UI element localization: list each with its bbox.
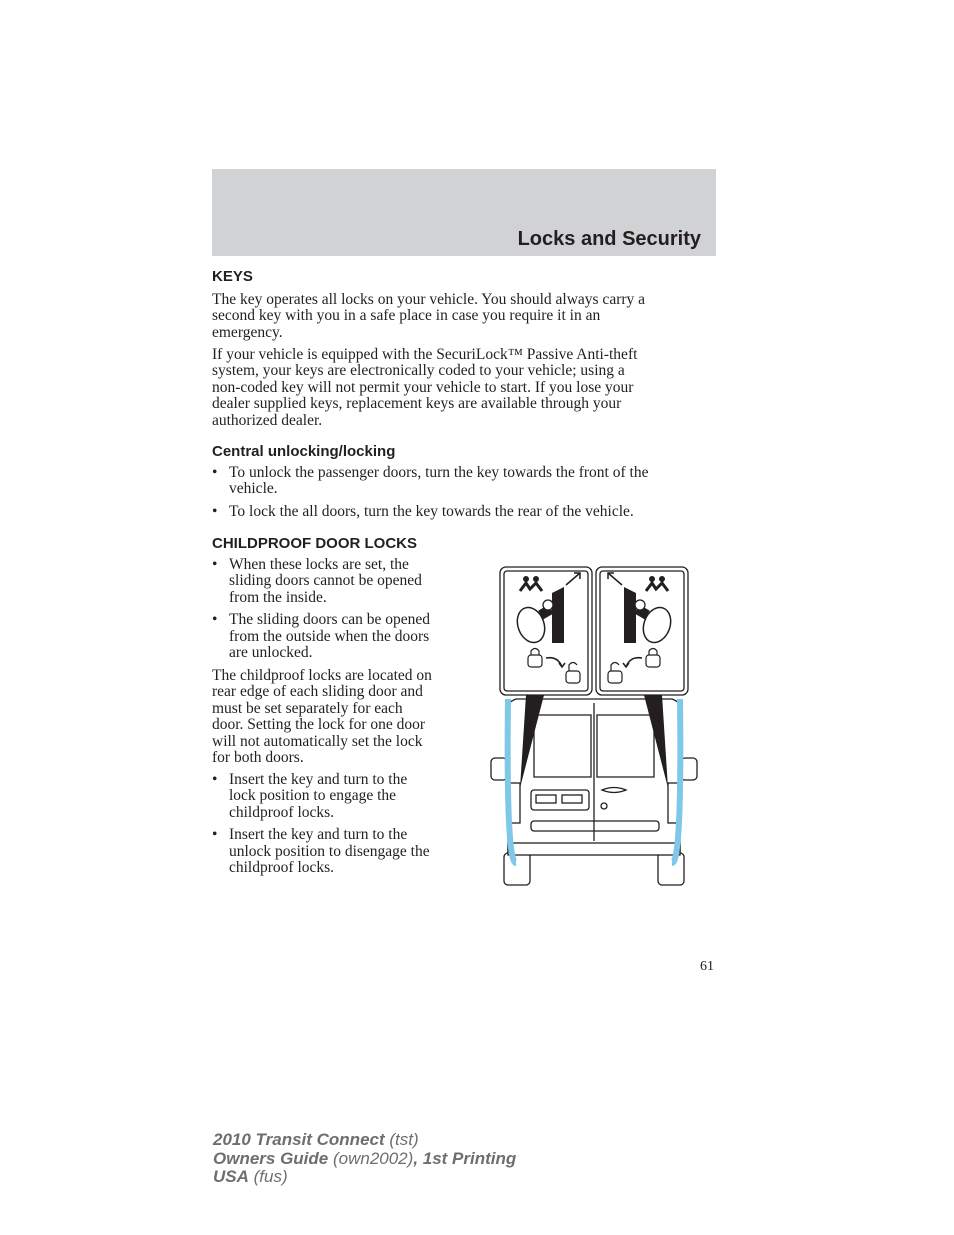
text-line: door. Setting the lock for one door [212,716,426,734]
left-wheel-icon [504,853,530,885]
left-lock-label-icon [500,567,592,695]
childproof-list-a [212,557,482,661]
rear-bumper [508,843,680,855]
footer-line-1 [213,1131,516,1150]
footer-printing: , 1st Printing [413,1148,517,1168]
text-line: To unlock the passenger doors, turn the key towards the front of the [229,464,649,481]
text-line: childproof locks. [229,803,335,821]
text-line: for both doors. [212,749,304,767]
keys-paragraph-1 [212,292,645,341]
footer-guide-code: (own2002) [328,1148,414,1168]
document-footer [213,1131,516,1187]
keys-heading: KEYS [212,268,253,285]
list-item [212,772,482,821]
section-title: Locks and Security [517,228,701,250]
childproof-heading: CHILDPROOF DOOR LOCKS [212,535,417,552]
text-line: non-coded key will not permit your vehicle to start. If you lose your [212,378,634,396]
list-item [212,557,482,606]
text-line: system, your keys are electronically coded to your vehicle; using a [212,362,625,380]
keys-paragraph-2 [212,347,637,429]
text-line: Insert the key and turn to the [229,771,408,788]
text-line: lock position to engage the [229,787,397,805]
footer-line-2 [213,1150,516,1169]
bullet: • [212,556,218,573]
footer-model: 2010 Transit Connect [213,1130,385,1149]
text-line: If your vehicle is equipped with the SecuriLock™ Passive Anti-theft [212,346,638,363]
right-wheel-icon [658,853,684,885]
text-line: Insert the key and turn to the [229,826,408,844]
bullet: • [212,611,218,629]
bullet: • [212,502,218,520]
van-childproof-lock-illustration [486,563,702,888]
text-line: The sliding doors can be opened [229,611,431,629]
text-line: will not automatically set the lock [212,732,423,750]
text-line: dealer supplied keys, replacement keys are available through your [212,395,622,413]
text-line: unlock position to disengage the [229,842,430,860]
list-item [212,827,482,876]
list-item [212,465,716,498]
list-item [212,612,482,661]
footer-line-3 [213,1168,516,1187]
section-header-band [212,169,716,256]
right-lock-label-icon [596,567,688,695]
text-line: from the outside when the doors [229,627,430,645]
text-line: second key with you in a safe place in case you require it in an [212,307,601,325]
text-line: The childproof locks are located on [212,667,432,684]
left-mirror-icon [491,758,507,780]
footer-model-code: (tst) [384,1130,419,1149]
footer-market: USA [213,1167,249,1186]
bullet: • [212,464,218,481]
text-line: vehicle. [229,480,278,498]
bullet: • [212,771,218,788]
footer-guide: Owners Guide [213,1148,329,1168]
text-line: authorized dealer. [212,411,323,429]
central-locking-list [212,465,716,520]
text-line: When these locks are set, the [229,556,409,573]
list-item [212,504,716,520]
text-line: emergency. [212,323,283,341]
text-line: from the inside. [229,588,327,606]
text-line: childproof locks. [229,859,335,877]
childproof-paragraph [212,668,482,766]
text-line: The key operates all locks on your vehicle. You should always carry a [212,291,646,308]
footer-market-code: (fus) [248,1167,288,1186]
page-number: 61 [700,959,714,974]
text-line: rear edge of each sliding door and [212,683,423,701]
central-locking-heading: Central unlocking/locking [212,443,396,460]
text-line: sliding doors cannot be opened [229,572,422,590]
right-mirror-icon [681,758,697,780]
text-line: must be set separately for each [212,699,403,717]
text-line: are unlocked. [229,644,313,662]
bullet: • [212,826,218,844]
text-line: To lock the all doors, turn the key towards the rear of the vehicle. [229,502,634,520]
childproof-list-b [212,772,482,876]
